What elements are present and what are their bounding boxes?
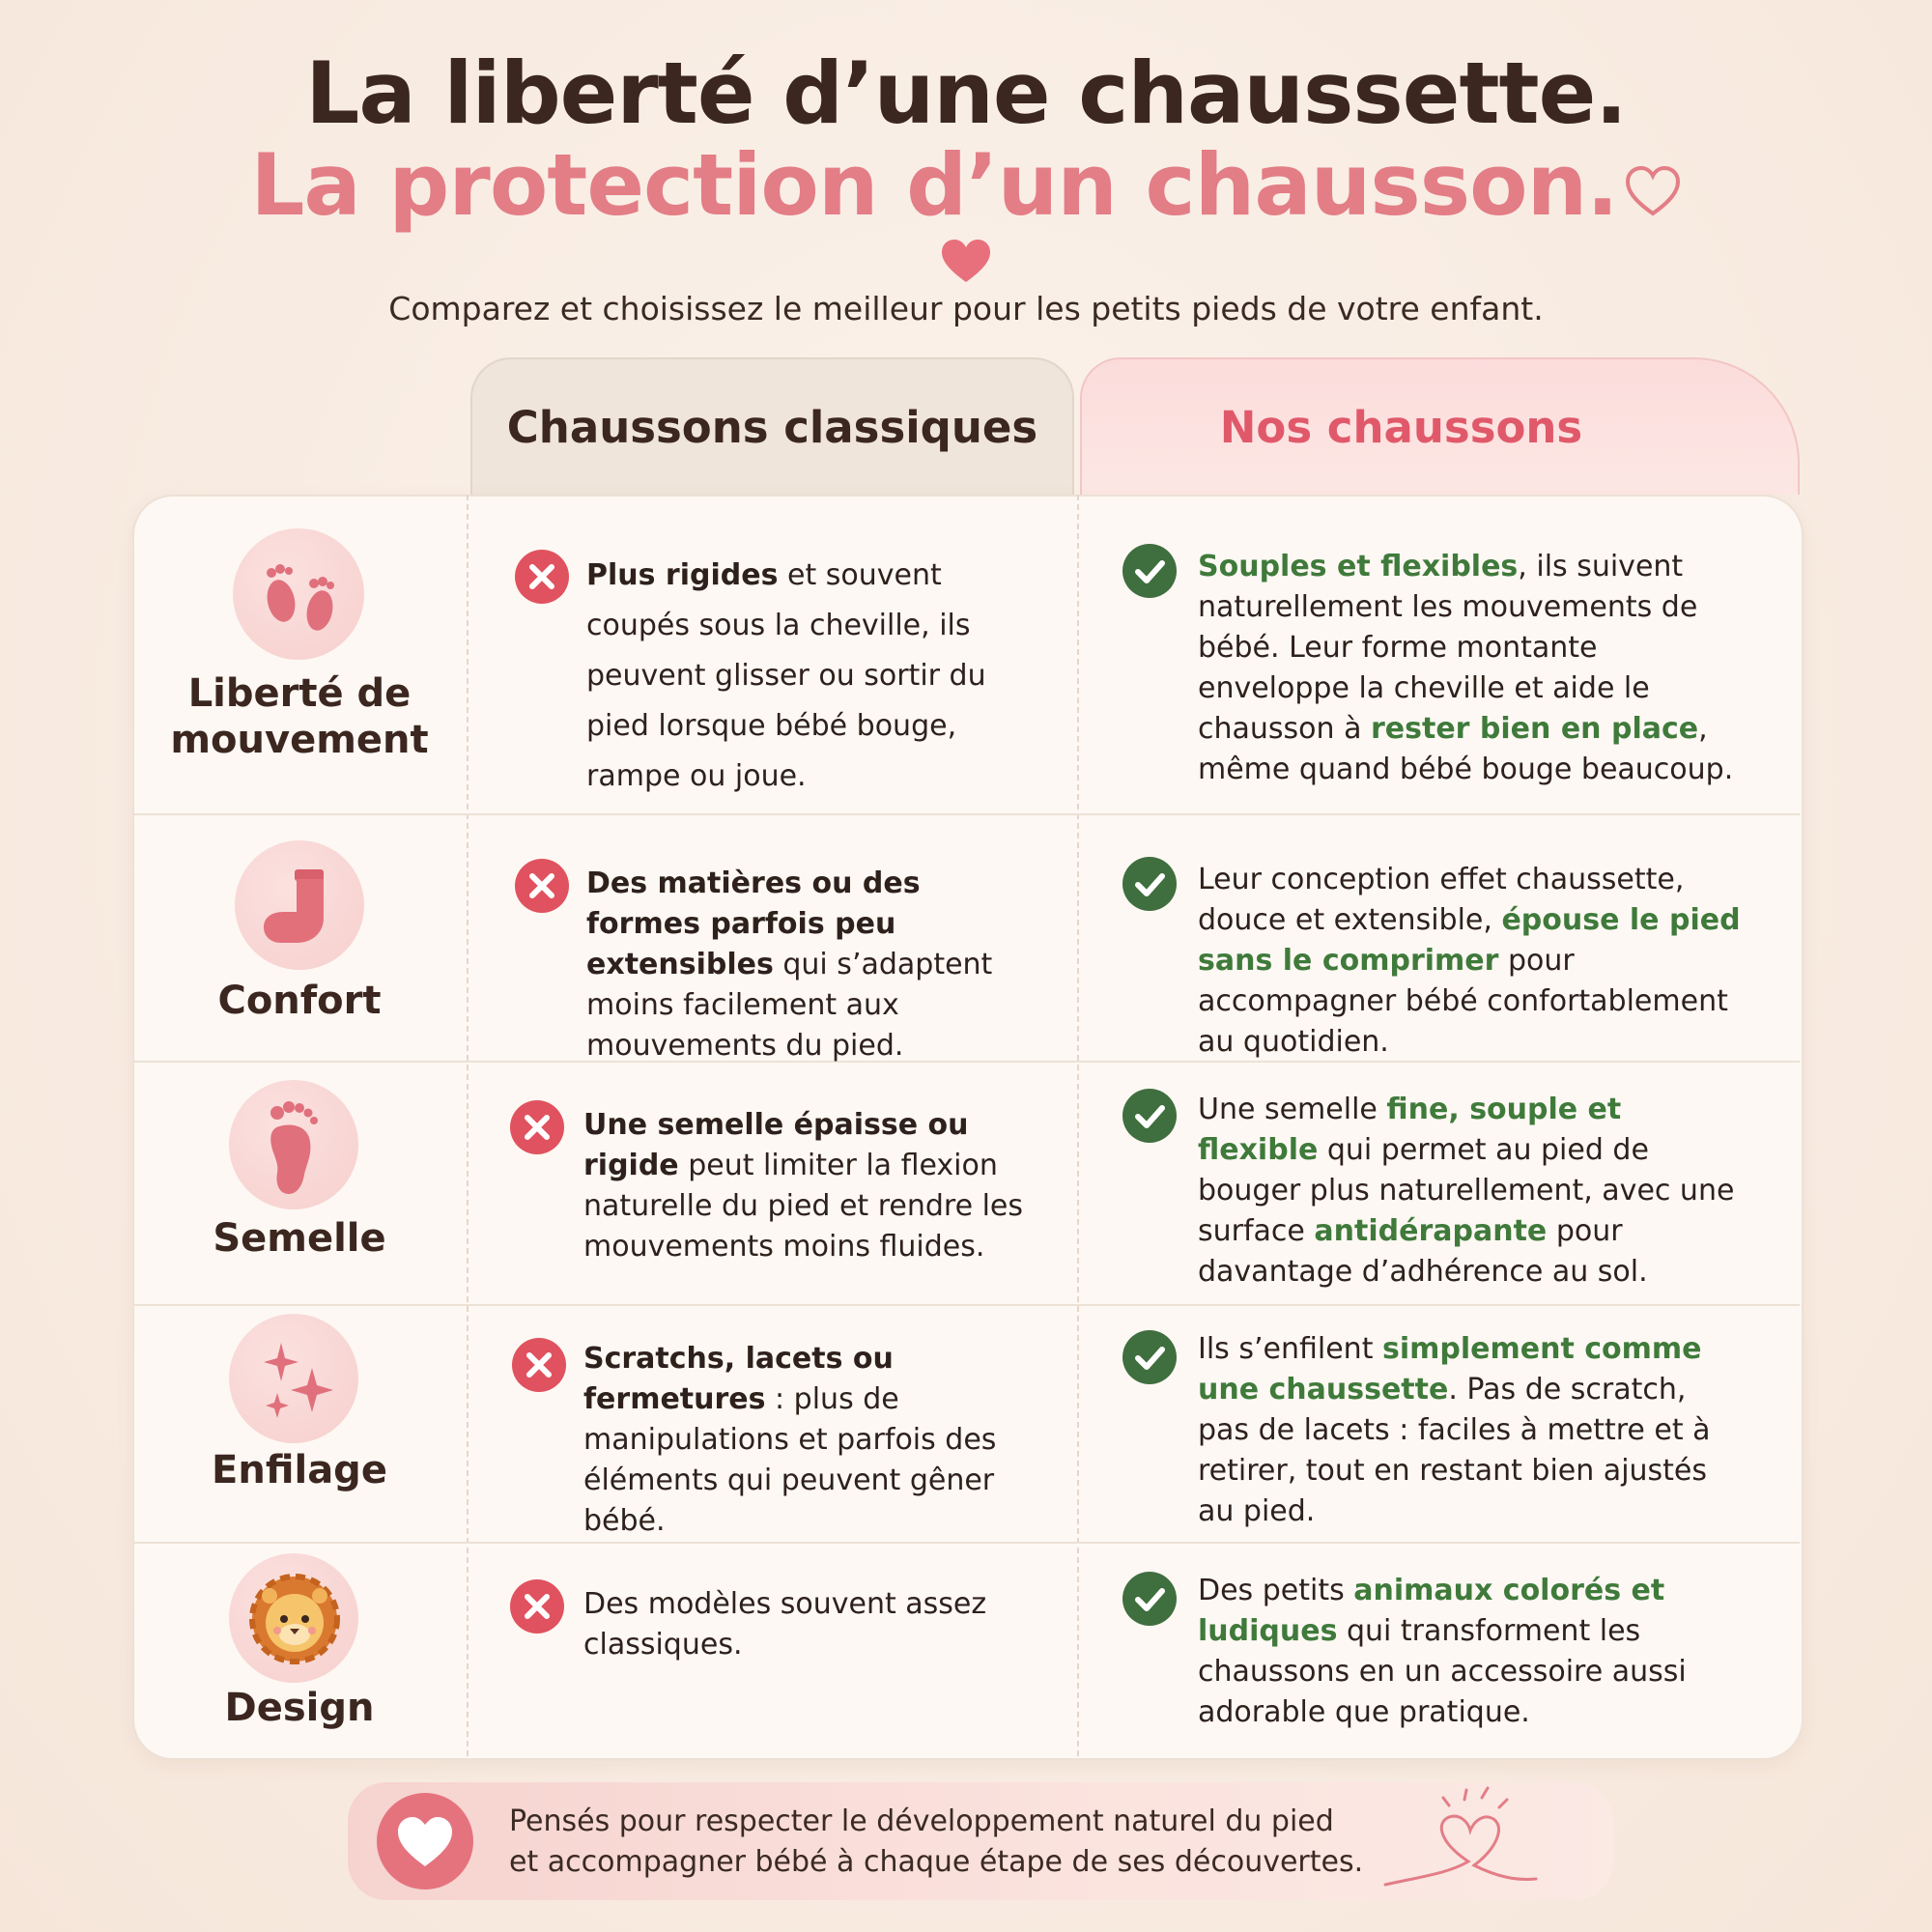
row-label: Design — [224, 1686, 375, 1730]
heart-icon — [377, 1793, 473, 1889]
page-title: La liberté d’une chaussette. — [305, 43, 1627, 143]
check-icon — [1122, 543, 1178, 599]
table-row — [132, 1542, 1800, 1756]
table-row — [132, 1304, 1800, 1542]
ours-description: Souples et flexibles, ils suivent naturellement les mouvements de bébé. Leur forme montante enveloppe la cheville et aide le chausson à rester bien en place, même quand bébé bouge beaucoup. — [1198, 550, 1734, 786]
ours-description: Leur conception effet chaussette, douce et extensible, épouse le pied sans le comprimer pour accompagner bébé confortablement au quotidien. — [1198, 863, 1741, 1059]
footprint-icon — [229, 1080, 358, 1209]
sock-icon — [235, 840, 364, 970]
ours-description: Ils s’enfilent simplement comme une chaussette. Pas de scratch, pas de lacets : faciles à mettre et à retirer, tout en restant bien ajustés au pied. — [1198, 1332, 1711, 1528]
check-icon — [1122, 1329, 1178, 1385]
row-label-cell — [132, 1304, 467, 1542]
classic-description: Des matières ou des formes parfois peu extensibles qui s’adaptent moins facilement aux mouvements du pied. — [586, 867, 993, 1063]
ours-description: Une semelle fine, souple et flexible qui permet au pied de bouger plus naturellement, avec une surface antidérapante pour davantage d’adhérence au sol. — [1198, 1093, 1735, 1289]
row-label-cell — [132, 495, 467, 813]
headline-text: La protection d’un chausson. — [250, 135, 1618, 235]
column-header-classic — [470, 357, 1074, 495]
intro-text: Comparez et choisissez le meilleur pour les petits pieds de votre enfant. — [388, 290, 1544, 327]
column-header-ours — [1080, 357, 1800, 495]
footprints-icon — [233, 528, 364, 660]
check-icon — [1122, 1571, 1178, 1627]
footer-banner — [348, 1782, 1613, 1900]
heart-doodle-icon — [1381, 1784, 1555, 1898]
cross-icon — [509, 1099, 565, 1155]
heart-outline-icon — [1624, 142, 1682, 242]
row-label-cell — [132, 813, 467, 1061]
column-header-ours-label: Nos chaussons — [1219, 401, 1583, 453]
cross-icon — [511, 1337, 567, 1393]
row-label-cell — [132, 1061, 467, 1304]
cross-icon — [509, 1578, 565, 1634]
table-row — [132, 813, 1800, 1061]
classic-description: Scratchs, lacets ou fermetures : plus de manipulations et parfois des éléments qui peuvent gêner bébé. — [583, 1342, 997, 1538]
ours-description: Des petits animaux colorés et ludiques qui transforment les chaussons en un accessoire aussi adorable que pratique. — [1198, 1574, 1687, 1729]
table-row — [132, 1061, 1800, 1304]
row-label-cell — [132, 1542, 467, 1756]
sparkles-icon — [229, 1314, 358, 1443]
classic-description: Des modèles souvent assez classiques. — [583, 1587, 987, 1662]
heart-icon — [940, 238, 992, 284]
page-subtitle-headline — [0, 135, 1932, 242]
column-header-classic-label: Chaussons classiques — [506, 401, 1038, 453]
row-label: Confort — [217, 979, 382, 1023]
table-row — [132, 495, 1800, 813]
lion-icon — [229, 1553, 358, 1683]
row-label: Semelle — [213, 1216, 386, 1261]
row-label: Enfilage — [212, 1448, 387, 1492]
check-icon — [1122, 1088, 1178, 1144]
cross-icon — [514, 549, 570, 605]
cross-icon — [514, 858, 570, 914]
classic-description: Plus rigides et souvent coupés sous la cheville, ils peuvent glisser ou sortir du pied lorsque bébé bouge, rampe ou joue. — [586, 558, 986, 793]
check-icon — [1122, 856, 1178, 912]
banner-text: Pensés pour respecter le développement naturel du pied et accompagner bébé à chaque étape de ses découvertes. — [509, 1804, 1364, 1879]
row-label: Liberté de mouvement — [170, 671, 429, 762]
classic-description: Une semelle épaisse ou rigide peut limiter la flexion naturelle du pied et rendre les mouvements moins fluides. — [583, 1108, 1024, 1264]
